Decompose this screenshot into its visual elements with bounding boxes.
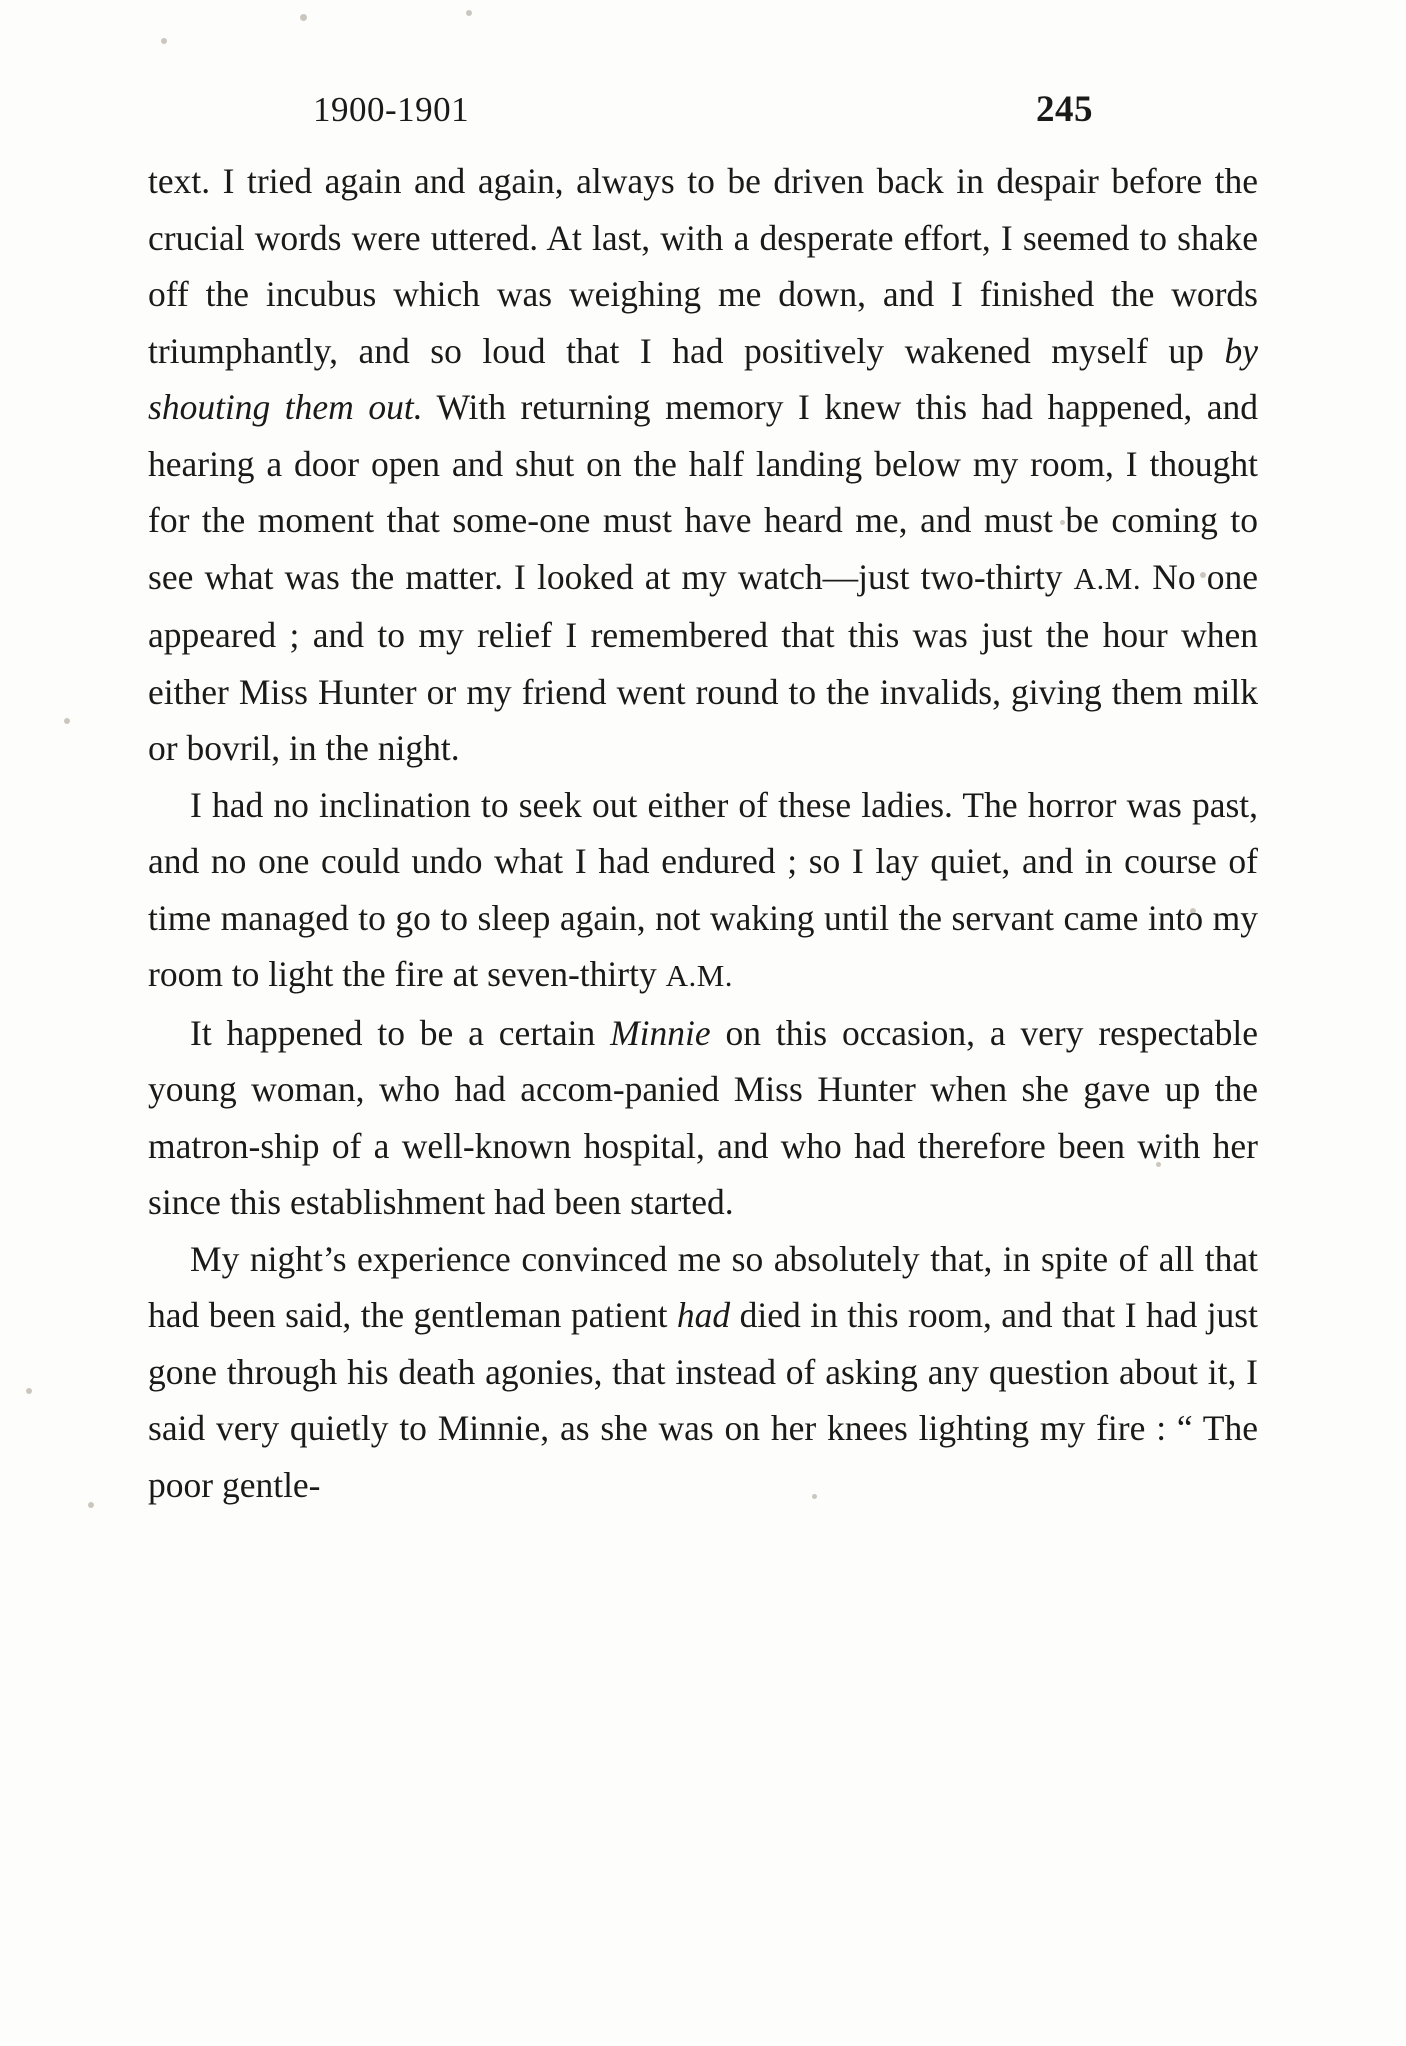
- scan-speck: [26, 1388, 32, 1394]
- small-caps-text: A.M.: [665, 958, 734, 993]
- emphasis-text: had: [676, 1295, 731, 1335]
- running-head: [313, 88, 1093, 131]
- page-number: 245: [1036, 89, 1093, 130]
- scan-speck: [88, 1502, 94, 1508]
- page-content: [148, 88, 1258, 1513]
- scan-speck: [466, 10, 472, 16]
- paragraph-2: I had no inclination to seek out either of these ladies. The horror was past, and no one could undo what I had endured ; so I lay quiet, and in course of time managed to go to sleep again, not waking until the servant came into my room to light the fire at seven-thirty A.M.: [148, 784, 1258, 994]
- running-head-date: 1900-1901: [313, 90, 470, 129]
- paragraph-1: text. I tried again and again, always to be driven back in despair before the crucial words were uttered. At last, with a desperate effort, I seemed to shake off the incubus which was weighing me down, and I finished the words triumphantly, and so loud that I had positively wakened myself up by shouting them out. With returning memory I knew this had happened, and hearing a door open and shut on the half landing below my room, I thought for the moment that some-one must have heard me, and must be coming to see what was the matter. I looked at my watch—just two-thirty A.M. No one appeared ; and to my relief I remembered that this was just the hour when either Miss Hunter or my friend went round to the invalids, giving them milk or bovril, in the night.: [148, 161, 1258, 768]
- emphasis-text: by shouting them out.: [148, 330, 1258, 427]
- scan-speck: [300, 14, 307, 21]
- small-caps-text: A.M.: [1073, 560, 1142, 596]
- scan-speck: [161, 38, 167, 44]
- body-text: [148, 153, 1258, 1513]
- emphasis-text: Minnie: [610, 1012, 711, 1053]
- paragraph-4: My night’s experience convinced me so absolutely that, in spite of all that had been said, the gentleman patient had died in this room, and that I had just gone through his death agonies, that instead of asking any question about it, I said very quietly to Minnie, as she was on her knees lighting my fire : “ The poor gentle-: [148, 1238, 1258, 1505]
- paragraph-3: It happened to be a certain Minnie on this occasion, a very respectable young woman, who had accom-panied Miss Hunter when she gave up the matron-ship of a well-known hospital, and who had therefore been with her since this establishment had been started.: [148, 1012, 1258, 1222]
- scan-speck: [64, 718, 70, 724]
